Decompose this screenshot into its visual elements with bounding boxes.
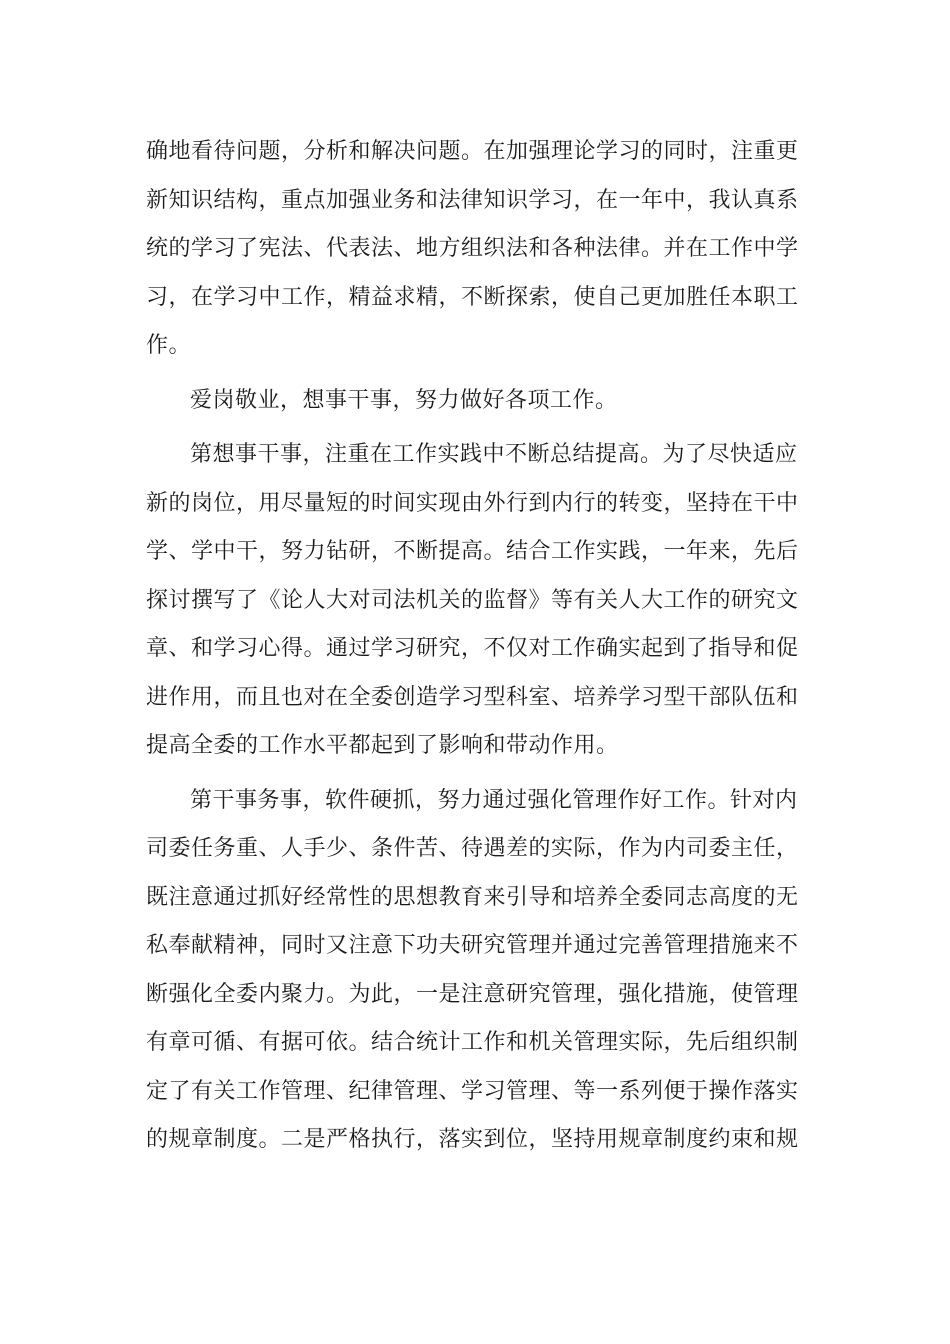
document-body (146, 128, 799, 1171)
paragraph-line: 学、学中干，努力钻研，不断提高。结合工作实践，一年来，先后 (146, 539, 799, 564)
paragraph-1 (146, 128, 799, 371)
paragraph-line: 断强化全委内聚力。为此，一是注意研究管理，强化措施，使管理 (146, 981, 799, 1007)
paragraph-line: 习，在学习中工作，精益求精，不断探索，使自己更加胜任本职工 (146, 284, 799, 310)
paragraph-line: 私奉献精神，同时又注意下功夫研究管理并通过完善管理措施来不 (146, 933, 799, 958)
paragraph-4 (146, 777, 799, 1165)
paragraph-line: 确地看待问题，分析和解决问题。在加强理论学习的同时，注重更 (146, 139, 799, 164)
paragraph-line: 司委任务重、人手少、条件苦、待遇差的实际，作为内司委主任， (146, 836, 799, 861)
paragraph-line: 章、和学习心得。通过学习研究，不仅对工作确实起到了指导和促 (146, 636, 799, 661)
paragraph-line: 既注意通过抓好经常性的思想教育来引导和培养全委同志高度的无 (146, 884, 799, 910)
paragraph-line: 提高全委的工作水平都起到了影响和带动作用。 (146, 733, 619, 758)
paragraph-line: 探讨撰写了《论人大对司法机关的监督》等有关人大工作的研究文 (146, 587, 799, 613)
paragraph-2 (146, 377, 796, 426)
paragraph-line: 定了有关工作管理、纪律管理、学习管理、等一系列便于操作落实 (146, 1078, 799, 1104)
paragraph-line: 第想事干事，注重在工作实践中不断总结提高。为了尽快适应 (190, 442, 798, 467)
paragraph-line: 的规章制度。二是严格执行，落实到位，坚持用规章制度约束和规 (146, 1127, 799, 1152)
paragraph-line: 有章可循、有据可依。结合统计工作和机关管理实际，先后组织制 (146, 1030, 799, 1055)
paragraph-line: 统的学习了宪法、代表法、地方组织法和各种法律。并在工作中学 (146, 236, 799, 261)
paragraph-line: 第干事务事，软件硬抓，努力通过强化管理作好工作。针对内 (190, 787, 798, 813)
paragraph-line: 爱岗敬业，想事干事，努力做好各项工作。 (190, 387, 618, 413)
paragraph-line: 进作用，而且也对在全委创造学习型科室、培养学习型干部队伍和 (146, 684, 799, 710)
paragraph-line: 新的岗位，用尽量短的时间实现由外行到内行的转变，坚持在干中 (146, 490, 799, 516)
paragraph-line: 作。 (146, 333, 192, 358)
paragraph-line: 新知识结构，重点加强业务和法律知识学习，在一年中，我认真系 (146, 187, 799, 213)
paragraph-3 (146, 431, 799, 771)
